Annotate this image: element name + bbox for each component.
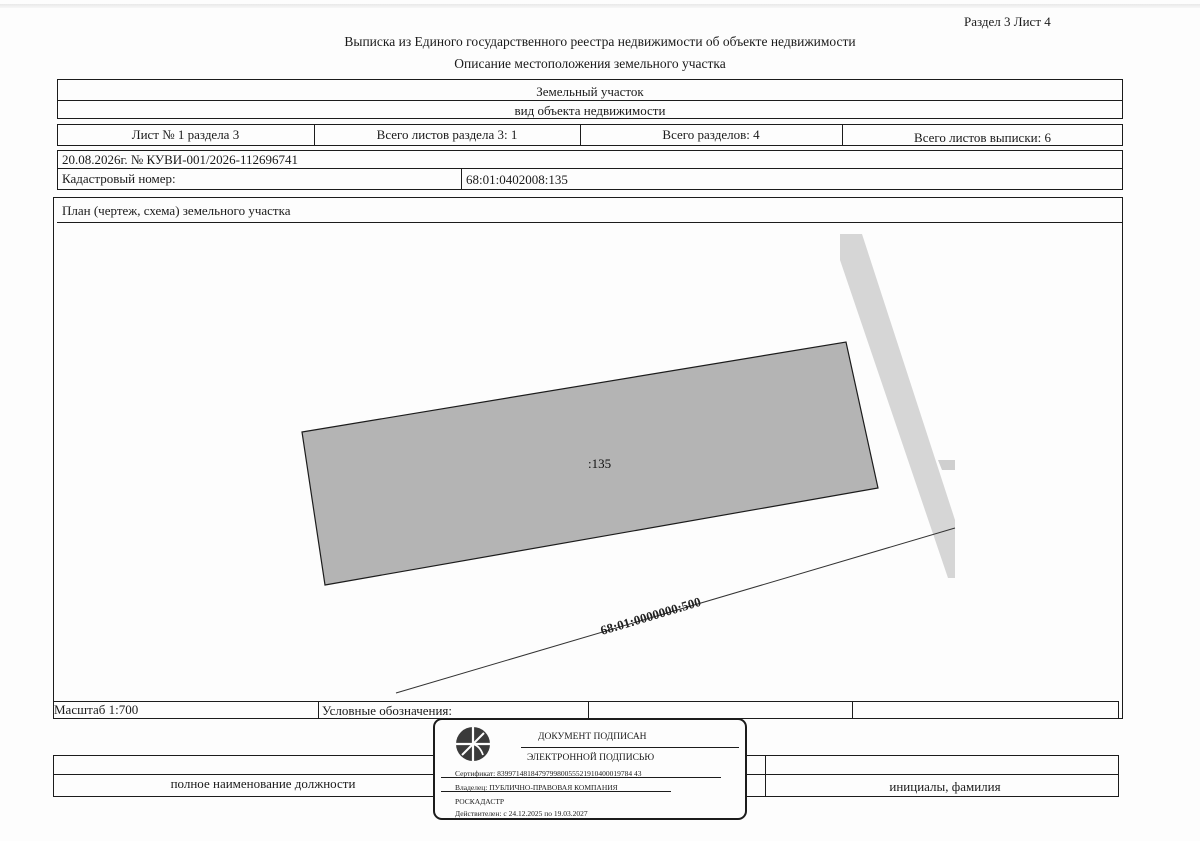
stamp-rule xyxy=(441,777,721,778)
request-date-number: 20.08.2026г. № КУВИ-001/2026-112696741 xyxy=(62,152,298,167)
scale-legend-row xyxy=(53,701,1119,719)
stamp-certificate: Сертификат: 839971481847979980055521910400019784 43 xyxy=(455,769,642,778)
document-subtitle: Описание местоположения земельного участка xyxy=(454,56,726,71)
plan-title: План (чертеж, схема) земельного участка xyxy=(62,203,291,218)
e-signature-stamp xyxy=(433,718,747,820)
initials-caption: инициалы, фамилия xyxy=(889,779,1001,794)
stamp-owner-name: РОСКАДАСТР xyxy=(455,797,505,806)
neighbor-parcel-label: 68:01:0000000:500 xyxy=(598,593,703,638)
stamp-validity: Действителен: с 24.12.2025 по 19.03.2027 xyxy=(455,809,588,818)
divider xyxy=(588,701,589,719)
sheet-number: Лист № 1 раздела 3 xyxy=(131,127,240,142)
road-edge xyxy=(938,460,955,470)
object-type: Земельный участок xyxy=(536,84,644,99)
divider xyxy=(318,701,319,719)
cadastral-number-value: 68:01:0402008:135 xyxy=(466,172,568,187)
stamp-line2: ЭЛЕКТРОННОЙ ПОДПИСЬЮ xyxy=(527,753,655,763)
scale-label: Масштаб 1:700 xyxy=(54,702,139,717)
emblem-icon xyxy=(453,724,493,764)
stamp-owner: Владелец: ПУБЛИЧНО-ПРАВОВАЯ КОМПАНИЯ xyxy=(455,783,618,792)
position-caption: полное наименование должности xyxy=(170,776,356,791)
total-sections: Всего разделов: 4 xyxy=(662,127,760,142)
cadastral-number-label: Кадастровый номер: xyxy=(62,171,176,186)
total-sheets: Всего листов выписки: 6 xyxy=(914,130,1051,145)
parcel-label: :135 xyxy=(588,456,612,471)
divider xyxy=(765,755,766,797)
stamp-rule xyxy=(441,791,671,792)
document-title: Выписка из Единого государственного реестра недвижимости об объекте недвижимости xyxy=(344,34,856,49)
total-sheets-section: Всего листов раздела 3: 1 xyxy=(376,127,518,142)
divider xyxy=(852,701,853,719)
object-type-caption: вид объекта недвижимости xyxy=(514,103,666,118)
stamp-rule xyxy=(521,747,739,748)
section-sheet-label: Раздел 3 Лист 4 xyxy=(964,14,1051,29)
legend-label: Условные обозначения: xyxy=(322,703,453,718)
stamp-line1: ДОКУМЕНТ ПОДПИСАН xyxy=(538,732,647,742)
